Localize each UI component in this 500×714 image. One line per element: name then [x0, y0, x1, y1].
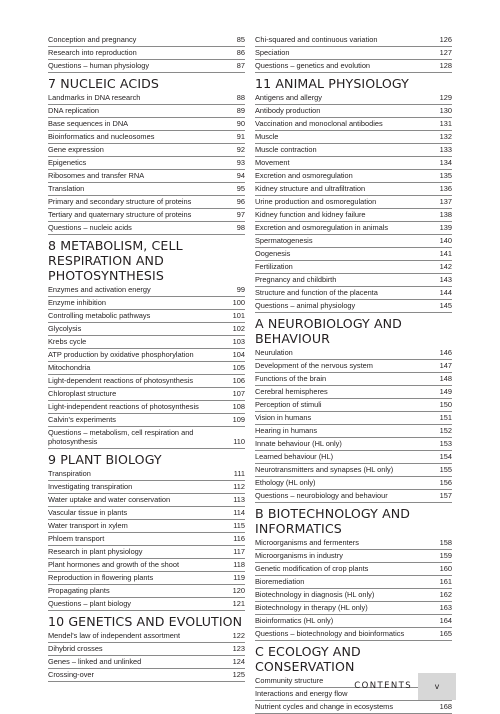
toc-entry-page: 153: [439, 439, 452, 448]
toc-entry-page: 106: [232, 376, 245, 385]
toc-entry-page: 123: [232, 644, 245, 653]
contents-column-left: [48, 34, 245, 682]
toc-entry-title: Water transport in xylem: [48, 521, 128, 530]
toc-entry[interactable]: [255, 34, 452, 47]
toc-entry-title: Questions – metabolism, cell respiration and photosynthesis: [48, 428, 194, 446]
toc-entry-page: 124: [232, 657, 245, 666]
toc-entry-page: 140: [439, 236, 452, 245]
toc-entry-page: 117: [233, 547, 245, 556]
toc-entry-page: 105: [232, 363, 245, 372]
section-heading: 7 NUCLEIC ACIDS: [48, 76, 160, 91]
toc-entry[interactable]: [255, 157, 452, 170]
toc-entry-title: Structure and function of the placenta: [255, 288, 378, 297]
toc-entry-page: 133: [439, 145, 452, 154]
toc-entry[interactable]: [48, 559, 245, 572]
toc-entry-page: 87: [236, 61, 245, 70]
toc-entry[interactable]: [48, 183, 245, 196]
toc-entry-page: 132: [439, 132, 452, 141]
toc-entry-title: Transpiration: [48, 469, 91, 478]
toc-entry[interactable]: [255, 360, 452, 373]
toc-entry-title: Questions – neurobiology and behaviour: [255, 491, 388, 500]
toc-entry[interactable]: [48, 297, 245, 310]
toc-entry-title: Investigating transpiration: [48, 482, 133, 491]
toc-entry[interactable]: [255, 183, 452, 196]
toc-entry[interactable]: [48, 222, 245, 235]
section-heading: A NEUROBIOLOGY AND BEHAVIOUR: [255, 316, 402, 346]
toc-entry-title: Movement: [255, 158, 290, 167]
toc-entry[interactable]: [48, 47, 245, 60]
toc-entry-page: 95: [236, 184, 245, 193]
toc-entry-page: 151: [439, 413, 452, 422]
toc-entry-page: 136: [439, 184, 452, 193]
toc-entry-page: 119: [233, 573, 245, 582]
toc-entry-title: Plant hormones and growth of the shoot: [48, 560, 180, 569]
toc-entry-title: Gene expression: [48, 145, 104, 154]
toc-entry[interactable]: [48, 598, 245, 611]
toc-entry[interactable]: [255, 602, 452, 615]
toc-entry-page: 160: [439, 564, 452, 573]
toc-entry-title: Vision in humans: [255, 413, 312, 422]
toc-entry-page: 145: [439, 301, 452, 310]
toc-entry-title: Vascular tissue in plants: [48, 508, 128, 517]
toc-entry[interactable]: [255, 209, 452, 222]
toc-entry[interactable]: [48, 656, 245, 669]
toc-entry-page: 89: [236, 106, 245, 115]
toc-entry-page: 122: [232, 631, 245, 640]
toc-entry-page: 118: [233, 560, 245, 569]
toc-entry-page: 91: [236, 132, 245, 141]
toc-entry[interactable]: [48, 533, 245, 546]
toc-entry-title: Light-independent reactions of photosynthesis: [48, 402, 199, 411]
toc-entry-title: Community structure: [255, 676, 324, 685]
toc-entry-page: 161: [439, 577, 452, 586]
toc-entry-title: DNA replication: [48, 106, 99, 115]
toc-entry-page: 155: [439, 465, 452, 474]
toc-entry-title: Mitochondria: [48, 363, 91, 372]
toc-entry-page: 125: [232, 670, 245, 679]
toc-entry-title: Enzyme inhibition: [48, 298, 106, 307]
toc-entry[interactable]: [48, 643, 245, 656]
toc-entry-page: 92: [236, 145, 245, 154]
toc-entry-title: Nutrient cycles and change in ecosystems: [255, 702, 394, 711]
toc-entry-title: Water uptake and water conservation: [48, 495, 171, 504]
toc-entry-page: 126: [439, 35, 452, 44]
toc-entry-title: Spermatogenesis: [255, 236, 313, 245]
toc-entry[interactable]: [255, 170, 452, 183]
toc-entry[interactable]: [48, 157, 245, 170]
toc-entry-page: 102: [232, 324, 245, 333]
toc-entry[interactable]: [48, 362, 245, 375]
page-footer: [0, 673, 500, 700]
toc-entry-title: Dihybrid crosses: [48, 644, 103, 653]
toc-entry-title: Calvin's experiments: [48, 415, 116, 424]
toc-entry-title: Questions – plant biology: [48, 599, 131, 608]
toc-entry-title: Biotechnology in diagnosis (HL only): [255, 590, 375, 599]
toc-entry-title: Questions – biotechnology and bioinformatics: [255, 629, 405, 638]
toc-entry-title: Glycolysis: [48, 324, 82, 333]
toc-entry-page: 86: [236, 48, 245, 57]
toc-entry[interactable]: [48, 336, 245, 349]
toc-entry-page: 98: [236, 223, 245, 232]
toc-entry-page: 129: [439, 93, 452, 102]
toc-entry-title: Chloroplast structure: [48, 389, 117, 398]
toc-entry-title: Ethology (HL only): [255, 478, 316, 487]
toc-entry-page: 142: [439, 262, 452, 271]
toc-entry-title: Bioremediation: [255, 577, 305, 586]
section-heading: 10 GENETICS AND EVOLUTION: [48, 614, 243, 629]
toc-entry-title: Kidney function and kidney failure: [255, 210, 366, 219]
toc-entry-title: Muscle: [255, 132, 279, 141]
toc-entry-title: Base sequences in DNA: [48, 119, 129, 128]
toc-entry[interactable]: [48, 34, 245, 47]
toc-entry-title: Controlling metabolic pathways: [48, 311, 151, 320]
toc-entry-page: 96: [236, 197, 245, 206]
toc-entry[interactable]: [48, 546, 245, 559]
toc-entry[interactable]: [255, 550, 452, 563]
toc-entry-title: Krebs cycle: [48, 337, 87, 346]
toc-entry-title: Excretion and osmoregulation: [255, 171, 353, 180]
toc-entry-title: Propagating plants: [48, 586, 110, 595]
toc-entry-title: Functions of the brain: [255, 374, 327, 383]
contents-column-right: [255, 34, 452, 714]
toc-entry[interactable]: [255, 576, 452, 589]
toc-entry[interactable]: [48, 118, 245, 131]
toc-entry-page: 158: [439, 538, 452, 547]
toc-entry[interactable]: [48, 520, 245, 533]
toc-entry[interactable]: [255, 144, 452, 157]
toc-entry-page: 152: [439, 426, 452, 435]
toc-entry-page: 150: [439, 400, 452, 409]
toc-entry-page: 154: [439, 452, 452, 461]
toc-entry-page: 138: [439, 210, 452, 219]
toc-entry-page: 108: [232, 402, 245, 411]
toc-entry-page: 104: [232, 350, 245, 359]
toc-entry[interactable]: [255, 60, 452, 73]
toc-entry-page: 130: [439, 106, 452, 115]
toc-entry-title: Epigenetics: [48, 158, 87, 167]
toc-entry[interactable]: [255, 412, 452, 425]
toc-entry-page: 109: [232, 415, 245, 424]
toc-entry[interactable]: [255, 261, 452, 274]
footer-label: CONTENTS: [354, 681, 412, 691]
toc-entry[interactable]: [255, 589, 452, 602]
toc-entry-page: 110: [233, 437, 245, 446]
toc-entry-page: 94: [236, 171, 245, 180]
toc-entry-title: Neurotransmitters and synapses (HL only): [255, 465, 394, 474]
page-number: v: [434, 682, 440, 691]
toc-entry-title: Antigens and allergy: [255, 93, 322, 102]
toc-entry-title: Hearing in humans: [255, 426, 318, 435]
toc-entry-page: 116: [233, 534, 245, 543]
toc-entry-page: 128: [439, 61, 452, 70]
toc-entry-title: Oogenesis: [255, 249, 291, 258]
toc-entry-title: Chi-squared and continuous variation: [255, 35, 378, 44]
toc-entry[interactable]: [48, 468, 245, 481]
toc-entry-title: Questions – animal physiology: [255, 301, 356, 310]
toc-entry-title: ATP production by oxidative phosphorylation: [48, 350, 194, 359]
toc-entry-page: 159: [439, 551, 452, 560]
toc-entry[interactable]: [48, 427, 245, 449]
toc-entry-title: Questions – genetics and evolution: [255, 61, 371, 70]
toc-entry[interactable]: [255, 701, 452, 714]
toc-entry-title: Urine production and osmoregulation: [255, 197, 377, 206]
toc-entry[interactable]: [48, 105, 245, 118]
toc-entry-title: Speciation: [255, 48, 290, 57]
toc-entry[interactable]: [48, 144, 245, 157]
toc-entry[interactable]: [48, 507, 245, 520]
toc-entry-page: 146: [439, 348, 452, 357]
page-number-box: [418, 673, 456, 700]
toc-entry-title: Interactions and energy flow: [255, 689, 348, 698]
toc-entry-page: 168: [439, 702, 452, 711]
toc-entry-title: Cerebral hemispheres: [255, 387, 328, 396]
toc-entry[interactable]: [255, 386, 452, 399]
toc-entry[interactable]: [255, 399, 452, 412]
toc-entry-title: Learned behaviour (HL): [255, 452, 334, 461]
toc-entry[interactable]: [48, 284, 245, 297]
toc-entry[interactable]: [255, 196, 452, 209]
toc-entry-page: 107: [232, 389, 245, 398]
toc-entry[interactable]: [48, 349, 245, 362]
toc-entry-title: Phloem transport: [48, 534, 105, 543]
toc-entry-page: 85: [236, 35, 245, 44]
toc-entry-title: Neurulation: [255, 348, 293, 357]
toc-entry-page: 100: [232, 298, 245, 307]
toc-entry-title: Genetic modification of crop plants: [255, 564, 369, 573]
toc-entry-title: Ribosomes and transfer RNA: [48, 171, 145, 180]
toc-entry-title: Muscle contraction: [255, 145, 317, 154]
toc-entry-page: 112: [233, 482, 245, 491]
toc-entry-page: 90: [236, 119, 245, 128]
toc-entry-title: Questions – nucleic acids: [48, 223, 132, 232]
toc-entry-page: 97: [236, 210, 245, 219]
toc-entry[interactable]: [48, 196, 245, 209]
toc-entry-title: Light-dependent reactions of photosynthesis: [48, 376, 194, 385]
toc-entry-title: Genes – linked and unlinked: [48, 657, 142, 666]
toc-entry-page: 113: [233, 495, 245, 504]
toc-entry-title: Kidney structure and ultrafiltration: [255, 184, 366, 193]
toc-entry-title: Perception of stimuli: [255, 400, 322, 409]
toc-entry[interactable]: [255, 274, 452, 287]
toc-entry[interactable]: [255, 287, 452, 300]
toc-entry-page: 137: [439, 197, 452, 206]
toc-entry-page: 144: [439, 288, 452, 297]
toc-entry-page: 157: [439, 491, 452, 500]
toc-entry[interactable]: [48, 323, 245, 336]
toc-entry-page: 148: [439, 374, 452, 383]
toc-entry-page: 134: [439, 158, 452, 167]
toc-entry[interactable]: [255, 248, 452, 261]
toc-entry[interactable]: [48, 481, 245, 494]
toc-entry-title: Research in plant physiology: [48, 547, 143, 556]
toc-entry[interactable]: [255, 451, 452, 464]
toc-entry-title: Research into reproduction: [48, 48, 137, 57]
toc-entry[interactable]: [255, 373, 452, 386]
toc-entry-page: 135: [439, 171, 452, 180]
toc-entry[interactable]: [255, 105, 452, 118]
toc-entry-page: 139: [439, 223, 452, 232]
toc-entry-title: Pregnancy and childbirth: [255, 275, 337, 284]
toc-entry-title: Development of the nervous system: [255, 361, 373, 370]
toc-entry[interactable]: [48, 494, 245, 507]
toc-entry-page: 162: [439, 590, 452, 599]
toc-entry[interactable]: [48, 209, 245, 222]
toc-entry-title: Fertilization: [255, 262, 293, 271]
toc-entry[interactable]: [48, 131, 245, 144]
toc-entry-page: 120: [232, 586, 245, 595]
toc-entry-title: Conception and pregnancy: [48, 35, 137, 44]
toc-entry-title: Bioinformatics (HL only): [255, 616, 334, 625]
toc-entry[interactable]: [48, 60, 245, 73]
toc-entry-page: 147: [439, 361, 452, 370]
toc-entry-title: Reproduction in flowering plants: [48, 573, 154, 582]
toc-entry-title: Primary and secondary structure of proteins: [48, 197, 192, 206]
toc-entry-title: Antibody production: [255, 106, 321, 115]
toc-entry-title: Microorganisms in industry: [255, 551, 343, 560]
toc-entry-page: 111: [233, 469, 245, 478]
toc-entry[interactable]: [255, 563, 452, 576]
toc-entry[interactable]: [48, 572, 245, 585]
toc-entry-title: Mendel's law of independent assortment: [48, 631, 181, 640]
toc-entry[interactable]: [48, 401, 245, 414]
toc-entry[interactable]: [255, 615, 452, 628]
section-heading: 11 ANIMAL PHYSIOLOGY: [255, 76, 409, 91]
toc-entry[interactable]: [255, 347, 452, 360]
toc-entry-title: Biotechnology in therapy (HL only): [255, 603, 368, 612]
toc-entry[interactable]: [48, 388, 245, 401]
toc-entry[interactable]: [255, 300, 452, 313]
toc-entry-page: 121: [232, 599, 245, 608]
toc-entry-title: Excretion and osmoregulation in animals: [255, 223, 389, 232]
toc-entry-page: 163: [439, 603, 452, 612]
toc-entry[interactable]: [48, 375, 245, 388]
toc-entry[interactable]: [255, 628, 452, 641]
toc-entry[interactable]: [48, 585, 245, 598]
toc-entry-title: Microorganisms and fermenters: [255, 538, 359, 547]
toc-entry-title: Innate behaviour (HL only): [255, 439, 342, 448]
toc-entry-page: 127: [439, 48, 452, 57]
toc-entry-page: 165: [439, 629, 452, 638]
toc-entry[interactable]: [255, 92, 452, 105]
toc-entry[interactable]: [48, 630, 245, 643]
toc-entry[interactable]: [255, 477, 452, 490]
toc-entry[interactable]: [255, 438, 452, 451]
toc-entry[interactable]: [48, 414, 245, 427]
toc-entry[interactable]: [255, 490, 452, 503]
toc-entry-page: 93: [236, 158, 245, 167]
toc-entry-page: 114: [233, 508, 245, 517]
toc-entry-title: Bioinformatics and nucleosomes: [48, 132, 155, 141]
toc-entry-page: 115: [233, 521, 245, 530]
toc-entry-title: Landmarks in DNA research: [48, 93, 141, 102]
toc-entry-page: 101: [232, 311, 245, 320]
toc-entry-page: 99: [236, 285, 245, 294]
toc-entry-page: 149: [439, 387, 452, 396]
toc-entry-page: 131: [439, 119, 452, 128]
toc-entry-page: 143: [439, 275, 452, 284]
toc-entry[interactable]: [255, 235, 452, 248]
toc-entry[interactable]: [255, 464, 452, 477]
toc-entry-page: 156: [439, 478, 452, 487]
toc-entry-title: Enzymes and activation energy: [48, 285, 151, 294]
toc-entry[interactable]: [255, 537, 452, 550]
toc-entry[interactable]: [255, 118, 452, 131]
toc-entry[interactable]: [255, 47, 452, 60]
toc-entry[interactable]: [255, 425, 452, 438]
section-heading: 8 METABOLISM, CELL RESPIRATION AND PHOTOSYNTHESIS: [48, 238, 183, 283]
toc-entry[interactable]: [255, 222, 452, 235]
toc-entry-page: 164: [439, 616, 452, 625]
toc-entry-title: Vaccination and monoclonal antibodies: [255, 119, 383, 128]
toc-entry[interactable]: [48, 92, 245, 105]
toc-entry[interactable]: [48, 310, 245, 323]
toc-entry-page: 88: [236, 93, 245, 102]
toc-entry-title: Questions – human physiology: [48, 61, 150, 70]
toc-entry[interactable]: [255, 131, 452, 144]
section-heading: 9 PLANT BIOLOGY: [48, 452, 162, 467]
toc-entry-title: Translation: [48, 184, 85, 193]
section-heading: B BIOTECHNOLOGY AND INFORMATICS: [255, 506, 411, 536]
toc-entry-page: 141: [439, 249, 452, 258]
toc-entry-page: 103: [232, 337, 245, 346]
toc-entry-title: Tertiary and quaternary structure of proteins: [48, 210, 192, 219]
section-heading: C ECOLOGY AND CONSERVATION: [255, 644, 361, 674]
toc-entry[interactable]: [48, 170, 245, 183]
toc-entry-title: Crossing-over: [48, 670, 95, 679]
